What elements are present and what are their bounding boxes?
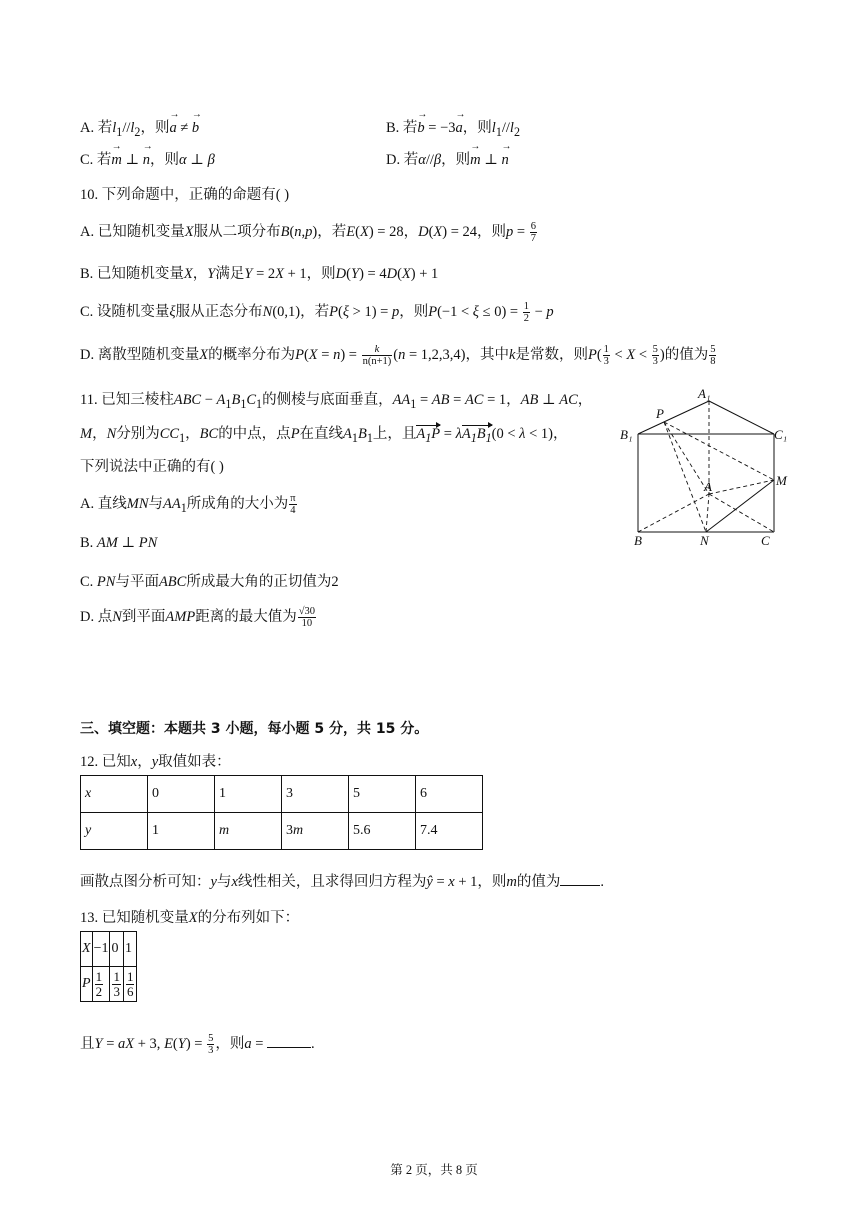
q11-option-c: C. PN与平面ABC所成最大角的正切值为2 <box>80 574 339 590</box>
table-cell: 3m <box>282 813 349 850</box>
prism-figure <box>618 382 794 550</box>
table-cell: x <box>81 776 148 813</box>
label-b: B <box>634 533 642 548</box>
label-a: A <box>704 479 712 494</box>
section-heading: 三、填空题：本题共 3 小题，每小题 5 分，共 15 分。 <box>80 721 429 737</box>
q12-tail: 画散点图分析可知：y与x线性相关，且求得回归方程为ŷ = x + 1，则m的值为 . <box>80 874 604 890</box>
label-p: P <box>656 406 664 421</box>
table-cell: $\frac{1}{6}$ <box>123 967 137 1002</box>
table-cell: 0 <box>148 776 215 813</box>
page-footer: 第 2 页，共 8 页 <box>390 1163 478 1177</box>
q12-table <box>80 775 483 850</box>
q10-option-a: A. 已知随机变量X服从二项分布B(n,p)，若E(X) = 28，D(X) = 24，则p = $\frac{6}{7}$ <box>80 221 536 245</box>
table-cell: 5.6 <box>349 813 416 850</box>
table-row <box>81 776 483 813</box>
label-m: M <box>776 473 787 488</box>
q13-stem: 13. 已知随机变量X的分布列如下： <box>80 910 300 926</box>
label-c1: C₁ <box>774 427 788 442</box>
table-cell: 7.4 <box>416 813 483 850</box>
q11-option-d: D. 点N到平面AMP距离的最大值为 $\frac{√30}{10}$ <box>80 606 315 630</box>
q10-option-d: D. 离散型随机变量X的概率分布为P(X = n) = $\frac{k}{n(n+1)}$ (n = 1,2,3,4)，其中k是常数，则P( $\frac{1}{3}$ < X < $\frac{5}{3}$ )的值为 $\frac{5}{8}$ <box>80 344 716 368</box>
q11-line3: 下列说法中正确的有( ) <box>80 459 224 475</box>
q9-option-a: A. 若$l_1//l_2$，则→ a ≠ → b <box>80 116 199 140</box>
q9-option-d: D. 若α//β，则→ m ⊥ → n <box>386 148 509 169</box>
q9-option-c: C. 若→ m ⊥ → n，则α ⊥ β <box>80 148 215 169</box>
q11-option-b: B. AM ⊥ PN <box>80 535 158 551</box>
table-cell: 1 <box>148 813 215 850</box>
table-cell: m <box>215 813 282 850</box>
table-cell: 0 <box>110 932 124 967</box>
table-cell: 1 <box>123 932 137 967</box>
q13-tail: 且Y = aX + 3, E(Y) = $\frac{5}{3}$ ，则a = . <box>80 1033 315 1057</box>
q10-option-b: B. 已知随机变量X，Y满足Y = 2X + 1，则D(Y) = 4D(X) + 1 <box>80 266 439 282</box>
label-c: C <box>761 533 770 548</box>
table-row <box>81 932 137 967</box>
q9-option-b: B. 若→ b = −3→ a，则$l_1//l_2$ <box>386 116 520 140</box>
table-cell: 3 <box>282 776 349 813</box>
table-cell: −1 <box>92 932 110 967</box>
q11-line1: 11. 已知三棱柱ABC − $A_1B_1C_1$的侧棱与底面垂直，$AA_1$ = AB = AC = 1，AB ⊥ AC， <box>80 392 593 411</box>
table-cell: y <box>81 813 148 850</box>
q11-line2: M，N分别为$CC_1$，BC的中点，点P在直线$A_1B_1$上，且$A_1P = \lambda A_1B_1(0 < \lambda < 1)$， <box>80 426 568 445</box>
table-cell: P <box>81 967 93 1002</box>
q10-stem: 10. 下列命题中，正确的命题有( ) <box>80 187 290 203</box>
table-cell: 6 <box>416 776 483 813</box>
q12-stem: 12. 已知x，y取值如表： <box>80 754 231 770</box>
table-cell: 1 <box>215 776 282 813</box>
label-n: N <box>700 533 709 548</box>
table-row <box>81 967 137 1002</box>
q10-option-c: C. 设随机变量ξ服从正态分布N(0,1)，若P(ξ > 1) = p，则P(−1 < ξ ≤ 0) = $\frac{1}{2}$ − p <box>80 301 554 325</box>
q11-option-a: A. 直线MN与$AA_1$所成角的大小为 $\frac{\pi}{4}$ <box>80 493 296 517</box>
label-a1: A₁ <box>698 386 711 401</box>
table-cell: 5 <box>349 776 416 813</box>
table-row <box>81 813 483 850</box>
label-b1: B₁ <box>620 427 633 442</box>
table-cell: $\frac{1}{3}$ <box>110 967 124 1002</box>
q13-table <box>80 931 137 1002</box>
table-cell: X <box>81 932 93 967</box>
table-cell: $\frac{1}{2}$ <box>92 967 110 1002</box>
